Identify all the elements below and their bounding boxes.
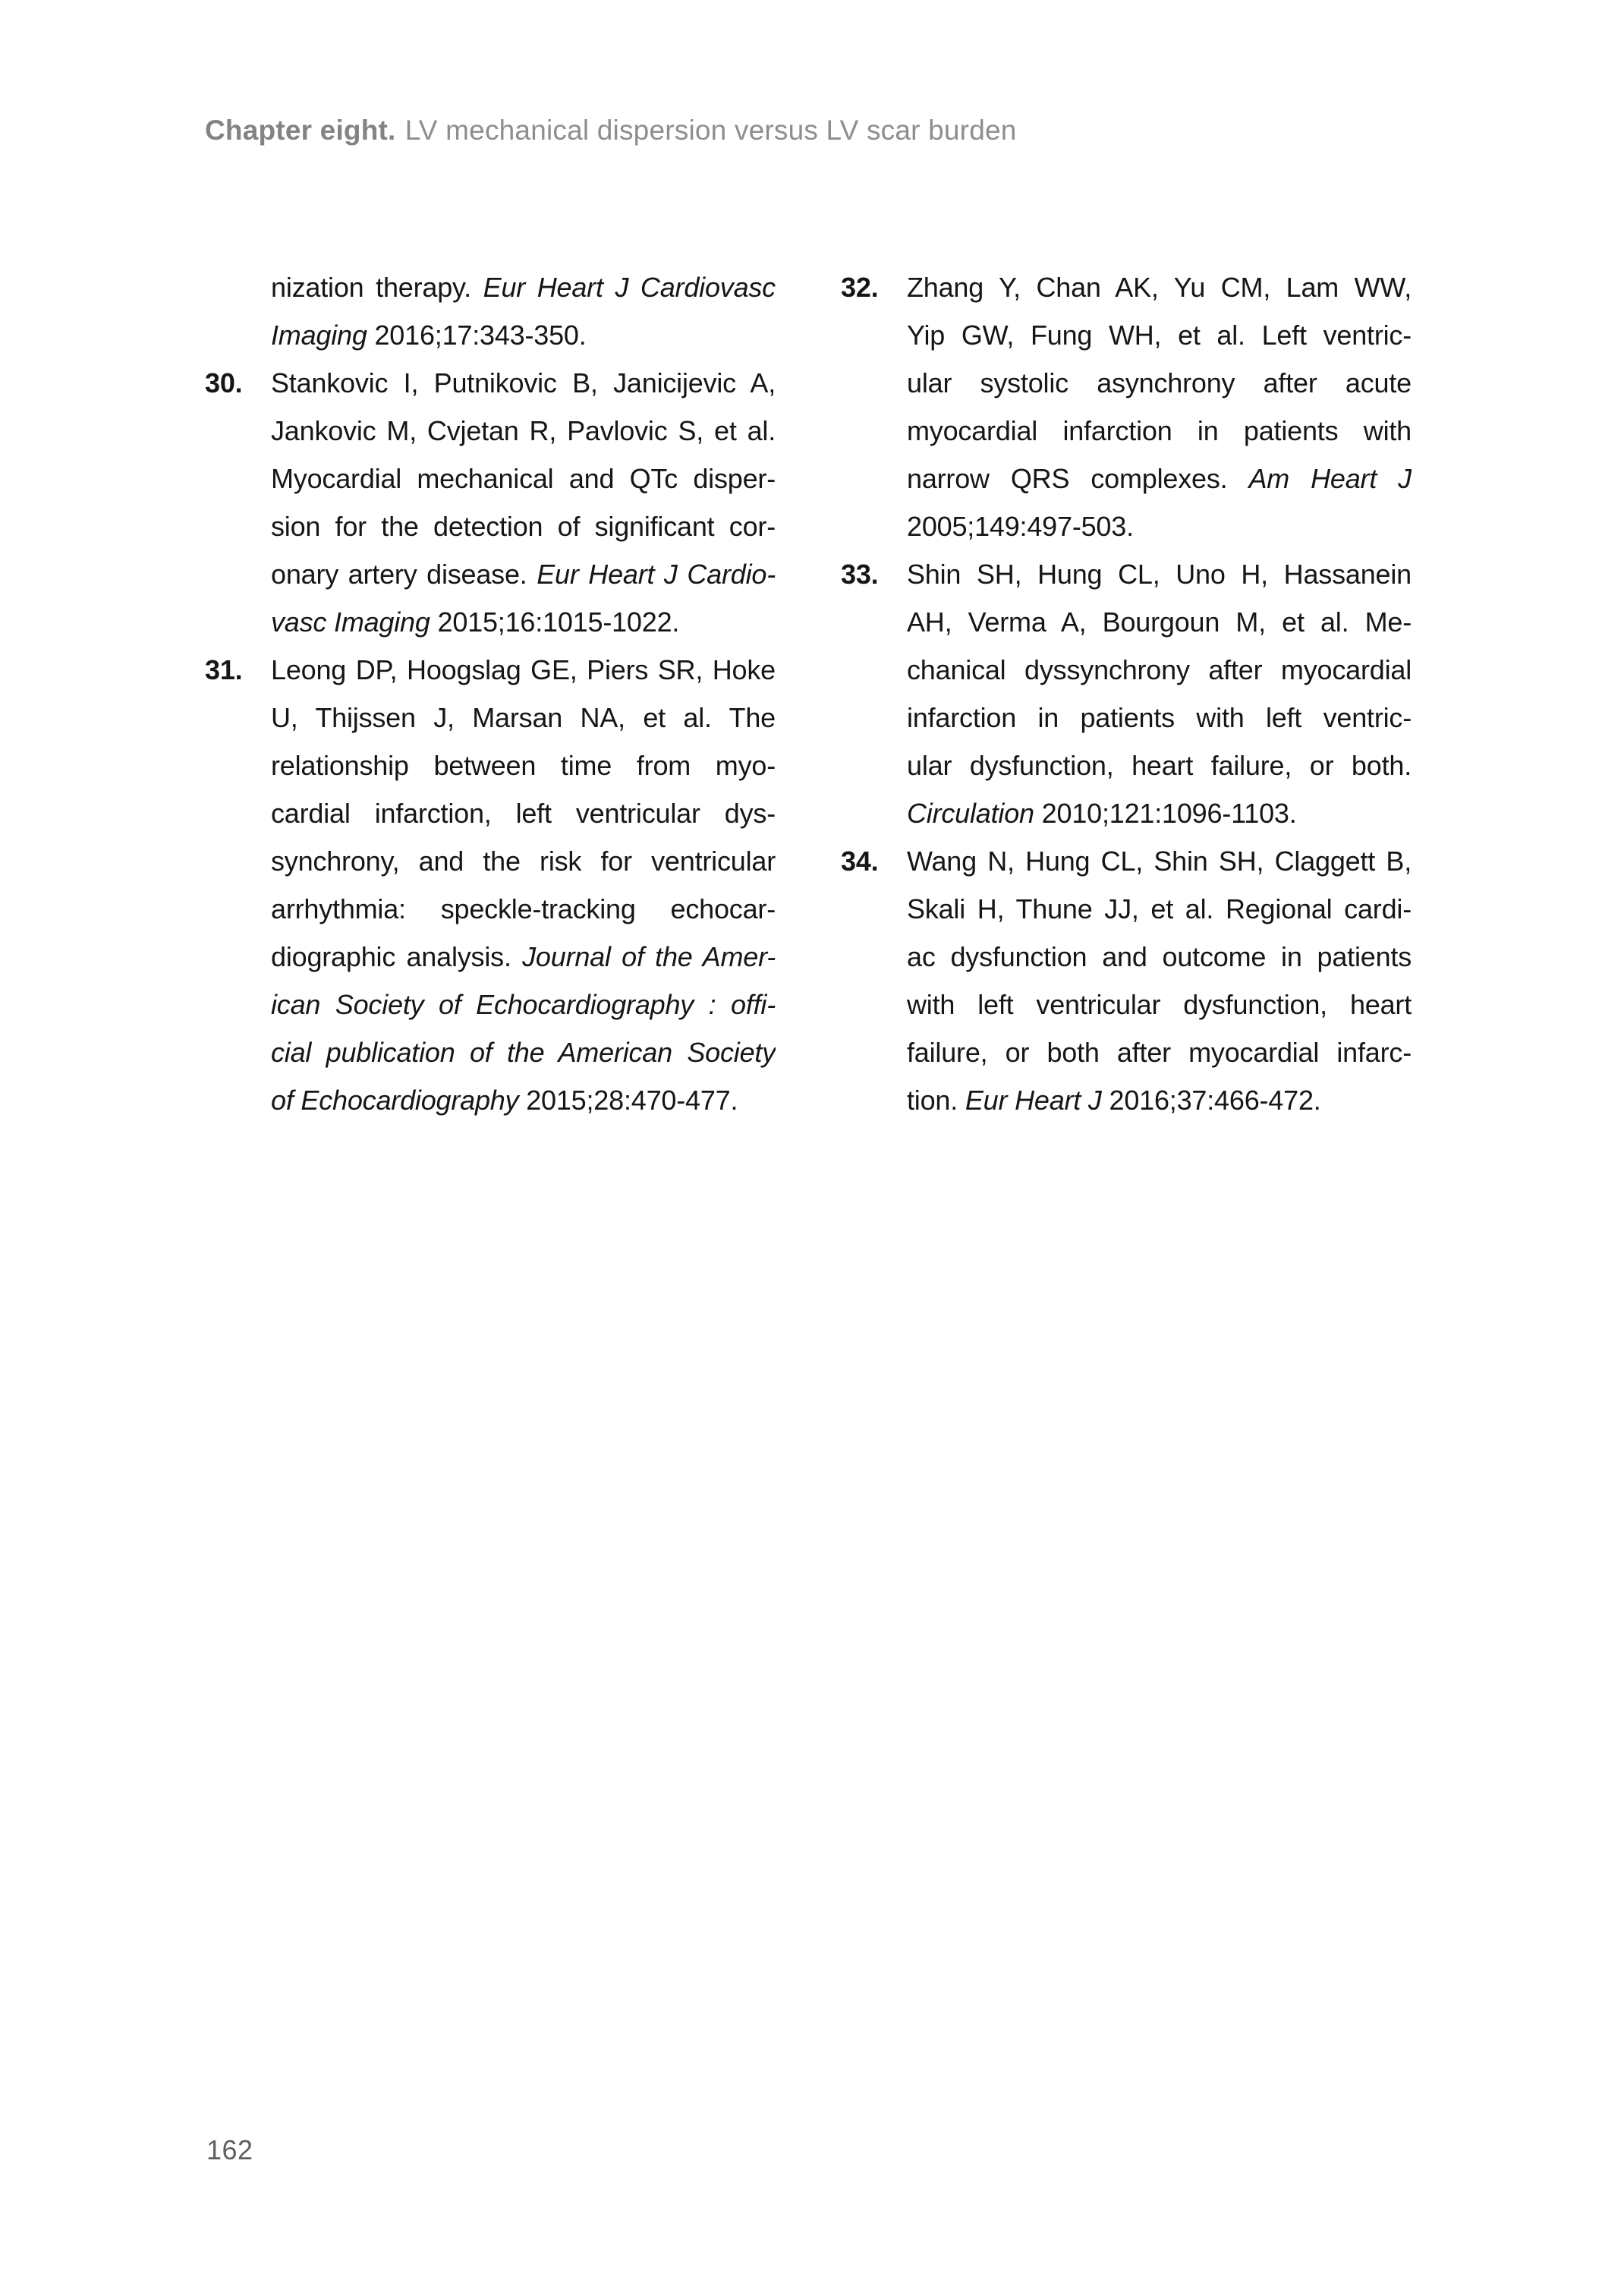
reference-item — [841, 263, 1412, 550]
chapter-label: Chapter eight. — [205, 115, 396, 146]
reference-body — [271, 263, 776, 359]
reference-line: cial publication of the American Society — [271, 1037, 776, 1068]
reference-number: 32. — [841, 272, 879, 303]
reference-number — [205, 263, 271, 359]
reference-line: narrow QRS complexes. Am Heart J — [907, 463, 1412, 494]
reference-line: ac dysfunction and outcome in patients — [907, 941, 1412, 972]
reference-line: chanical dyssynchrony after myocardial — [907, 654, 1412, 685]
reference-line: Myocardial mechanical and QTc disper- — [271, 463, 776, 494]
reference-item — [205, 359, 776, 646]
page-number: 162 — [206, 2134, 253, 2165]
reference-line: U, Thijssen J, Marsan NA, et al. The — [271, 702, 776, 733]
reference-line: ular dysfunction, heart failure, or both. — [907, 750, 1412, 781]
reference-line: Shin SH, Hung CL, Uno H, Hassanein — [907, 559, 1412, 590]
reference-line: with left ventricular dysfunction, heart — [907, 989, 1412, 1020]
reference-item — [205, 263, 776, 359]
reference-line: Wang N, Hung CL, Shin SH, Claggett B, — [907, 846, 1412, 877]
reference-line: Imaging 2016;17:343-350. — [271, 320, 587, 351]
reference-line: Jankovic M, Cvjetan R, Pavlovic S, et al. — [271, 415, 776, 446]
reference-body — [907, 550, 1412, 837]
reference-line: Skali H, Thune JJ, et al. Regional cardi- — [907, 893, 1412, 924]
reference-line: ican Society of Echocardiography : offi- — [271, 989, 776, 1020]
reference-line: failure, or both after myocardial infarc- — [907, 1037, 1412, 1068]
reference-line: cardial infarction, left ventricular dys- — [271, 798, 776, 829]
reference-line: infarction in patients with left ventric- — [907, 702, 1412, 733]
reference-line: nization therapy. Eur Heart J Cardiovasc — [271, 272, 776, 303]
references-column-right — [841, 263, 1412, 1124]
reference-line: tion. Eur Heart J 2016;37:466-472. — [907, 1085, 1321, 1116]
reference-line: onary artery disease. Eur Heart J Cardio- — [271, 559, 776, 590]
reference-line: ular systolic asynchrony after acute — [907, 367, 1412, 398]
reference-line: arrhythmia: speckle-tracking echocar- — [271, 893, 776, 924]
reference-item — [205, 646, 776, 1124]
reference-item — [841, 550, 1412, 837]
reference-line: relationship between time from myo- — [271, 750, 776, 781]
reference-item — [841, 837, 1412, 1124]
running-header — [205, 114, 1017, 147]
reference-line: myocardial infarction in patients with — [907, 415, 1412, 446]
reference-body — [271, 359, 776, 646]
reference-number: 30. — [205, 367, 243, 398]
reference-line: diographic analysis. Journal of the Amer- — [271, 941, 776, 972]
reference-body — [271, 646, 776, 1124]
reference-line: Zhang Y, Chan AK, Yu CM, Lam WW, — [907, 272, 1412, 303]
reference-body — [907, 837, 1412, 1124]
reference-body — [907, 263, 1412, 550]
reference-line: 2005;149:497-503. — [907, 511, 1134, 542]
reference-line: AH, Verma A, Bourgoun M, et al. Me- — [907, 606, 1412, 638]
references-column-left — [205, 263, 776, 1124]
reference-line: synchrony, and the risk for ventricular — [271, 846, 776, 877]
reference-line: sion for the detection of significant cor- — [271, 511, 776, 542]
chapter-title: LV mechanical dispersion versus LV scar burden — [404, 115, 1017, 146]
reference-line: Stankovic I, Putnikovic B, Janicijevic A, — [271, 367, 776, 398]
reference-number: 31. — [205, 654, 243, 685]
reference-list — [205, 263, 1412, 1124]
reference-line: of Echocardiography 2015;28:470-477. — [271, 1085, 738, 1116]
reference-line: Leong DP, Hoogslag GE, Piers SR, Hoke — [271, 654, 776, 685]
reference-line: vasc Imaging 2015;16:1015-1022. — [271, 606, 680, 638]
reference-line: Circulation 2010;121:1096-1103. — [907, 798, 1297, 829]
reference-number: 34. — [841, 846, 879, 877]
reference-line: Yip GW, Fung WH, et al. Left ventric- — [907, 320, 1412, 351]
reference-number: 33. — [841, 559, 879, 590]
